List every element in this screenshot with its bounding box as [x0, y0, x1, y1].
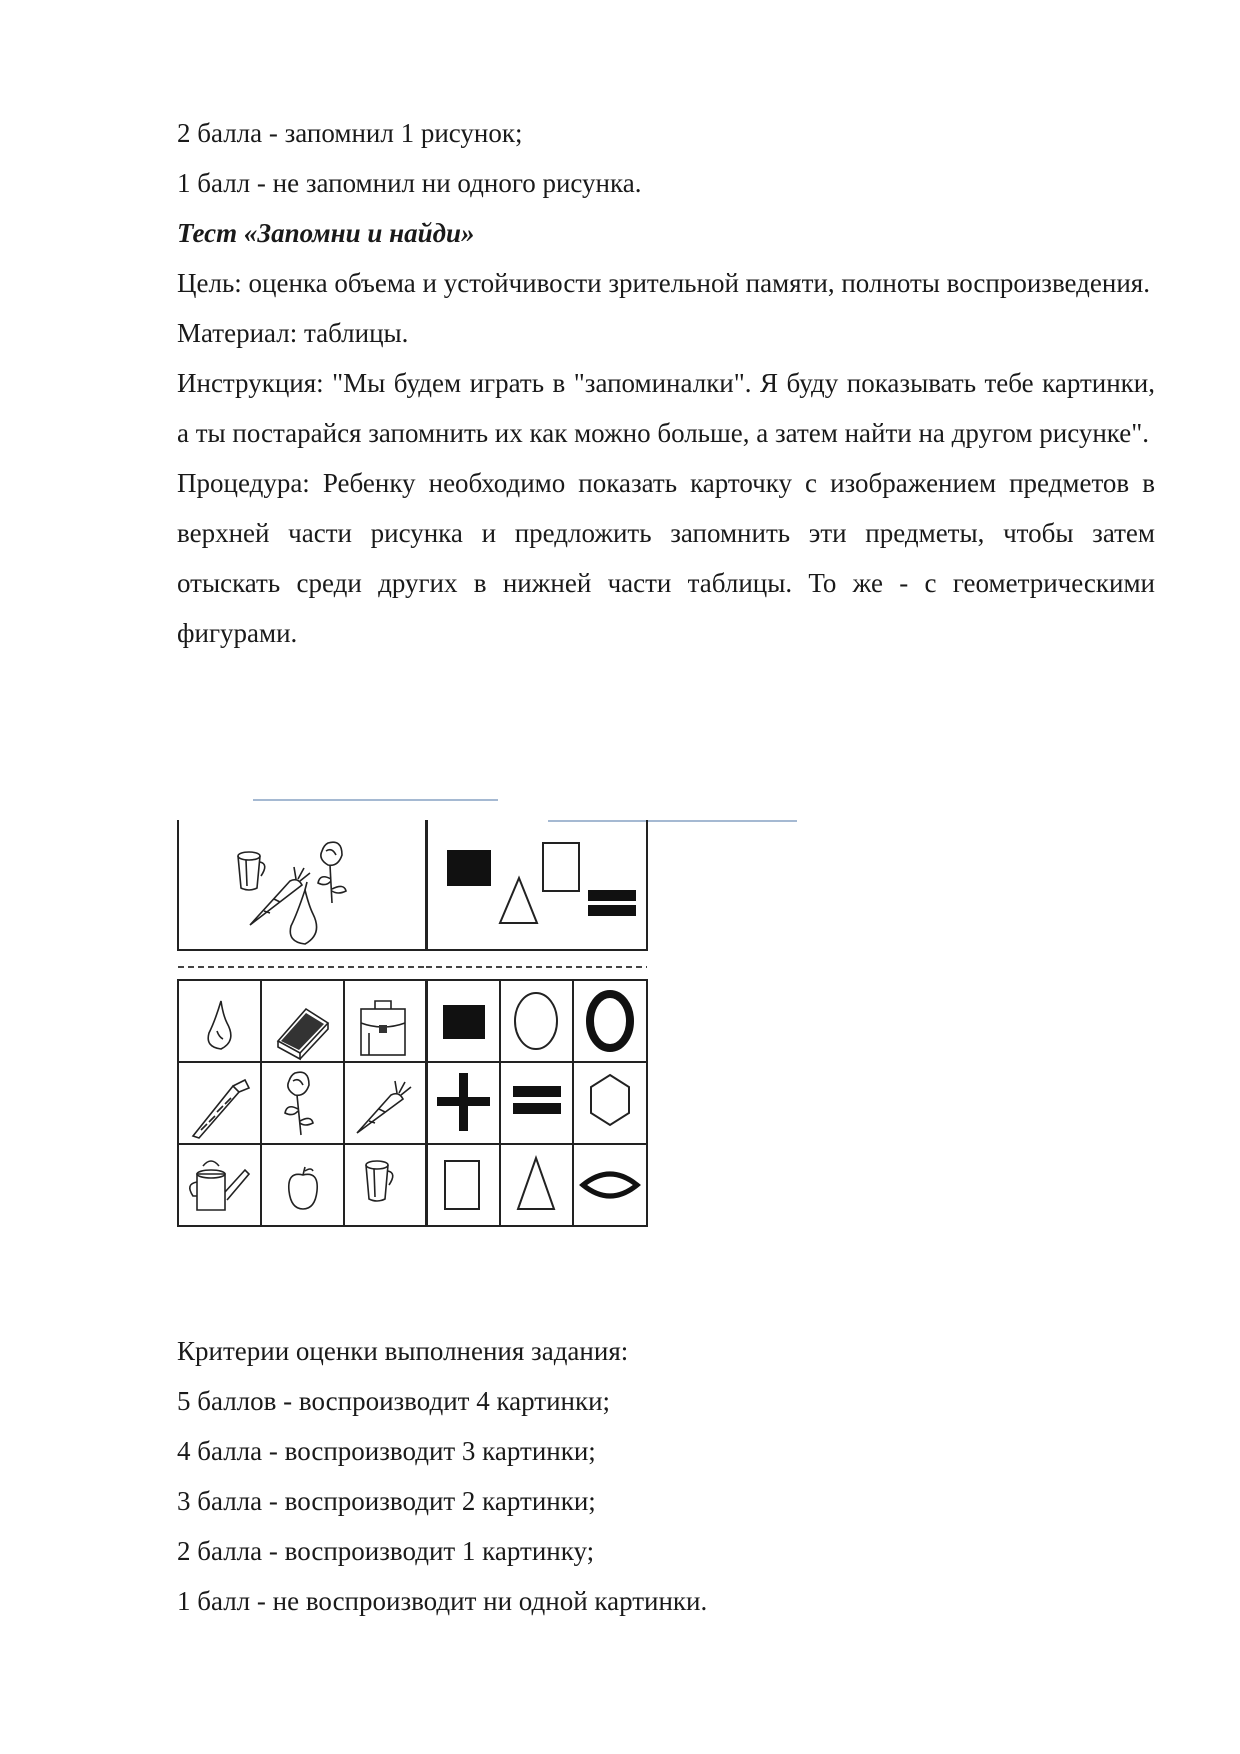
white-rectangle: [445, 1161, 479, 1209]
apple-icon: [289, 1167, 317, 1209]
black-rectangle: [447, 850, 491, 886]
instruction-paragraph: Инструкция: "Мы будем играть в "запоминалки". Я буду показывать тебе картинки, а ты постарайся запомнить их как можно больше, а затем найти на другом рисунке".: [177, 368, 1155, 448]
criteria-item: 1 балл - не воспроизводит ни одной картинки.: [177, 1586, 708, 1616]
criteria-item: 3 балла - воспроизводит 2 картинки;: [177, 1486, 596, 1516]
right-grid: [426, 980, 647, 1226]
cross: [437, 1073, 490, 1131]
material-paragraph: Материал: таблицы.: [177, 318, 409, 348]
oval: [515, 993, 557, 1049]
watering-can-icon: [190, 1161, 249, 1210]
eye-shape: [583, 1174, 637, 1196]
double-bar: [588, 890, 636, 916]
cup-icon: [238, 852, 265, 890]
double-bar: [513, 1086, 561, 1114]
test-title: Тест «Запомни и найди»: [177, 218, 475, 248]
triangle: [500, 878, 537, 923]
black-rectangle: [443, 1005, 485, 1039]
carrot-icon: [357, 1081, 411, 1133]
goal-paragraph: Цель: оценка объема и устойчивости зрительной памяти, полноты воспроизведения.: [177, 268, 1150, 298]
briefcase-icon: [361, 1001, 405, 1055]
white-rectangle: [543, 843, 579, 891]
carrot-icon: [250, 867, 310, 925]
score-line-2: 2 балла - запомнил 1 рисунок;: [177, 118, 523, 148]
book-icon: [278, 1009, 328, 1059]
criteria-section: [177, 1326, 1155, 1626]
hexagon: [591, 1075, 629, 1125]
triangle: [518, 1158, 554, 1209]
criteria-title: Критерии оценки выполнения задания:: [177, 1336, 629, 1366]
criteria-item: 5 баллов - воспроизводит 4 картинки;: [177, 1386, 611, 1416]
left-grid: [178, 980, 427, 1226]
rose-icon: [285, 1072, 313, 1135]
document-body-top: [177, 108, 1155, 658]
criteria-item: 4 балла - воспроизводит 3 картинки;: [177, 1436, 596, 1466]
score-line-1: 1 балл - не запомнил ни одного рисунка.: [177, 168, 642, 198]
left-sample-card: [178, 820, 427, 950]
rose-icon: [318, 842, 346, 903]
procedure-paragraph: Процедура: Ребенку необходимо показать карточку с изображением предметов в верхней части рисунка и предложить запомнить эти предметы, чтобы затем отыскать среди других в нижней части таблицы. То же - с геометрическими фигурами.: [177, 468, 1155, 648]
pear-icon: [208, 1001, 231, 1049]
test-figure: [175, 795, 805, 1265]
cup-icon: [366, 1161, 393, 1201]
saw-icon: [193, 1080, 249, 1138]
right-sample-card: [426, 820, 647, 950]
ring: [590, 994, 630, 1048]
criteria-item: 2 балла - воспроизводит 1 картинку;: [177, 1536, 595, 1566]
